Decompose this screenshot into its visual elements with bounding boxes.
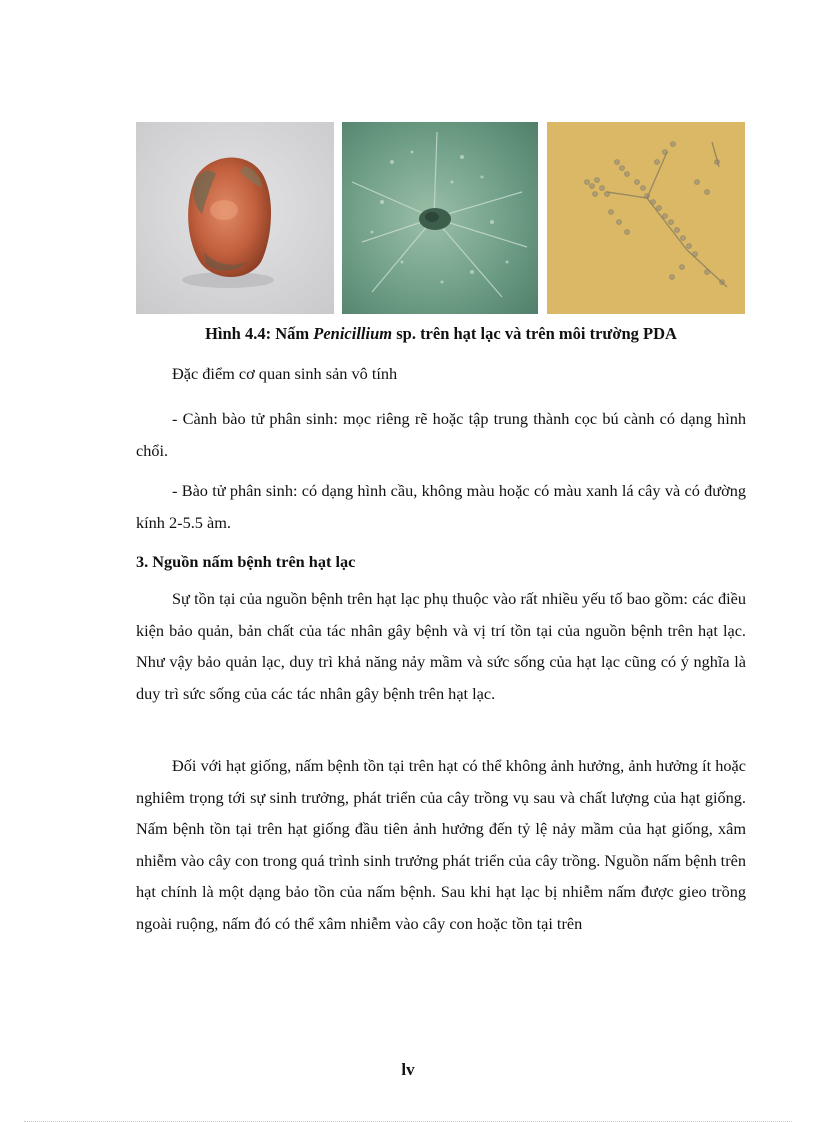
paragraph-text: - Bào tử phân sinh: có dạng hình cầu, không màu hoặc có màu xanh lá cây và có đường kính 2-5.5 àm. <box>136 481 746 532</box>
peanut-seed-photo <box>136 122 334 314</box>
footer-divider <box>24 1121 792 1122</box>
figure-caption <box>136 323 746 345</box>
section-heading <box>136 546 746 578</box>
caption-suffix: sp. trên hạt lạc và trên môi trường PDA <box>392 324 677 343</box>
conidia-microscope-photo <box>547 122 745 314</box>
pda-culture-photo <box>342 122 538 314</box>
heading-text: 3. Nguồn nấm bệnh trên hạt lạc <box>136 552 356 571</box>
paragraph-text: - Cành bào tử phân sinh: mọc riêng rẽ hoặc tập trung thành cọc bú cành có dạng hình chổi. <box>136 409 746 460</box>
paragraph-text: Đối với hạt giống, nấm bệnh tồn tại trên hạt có thể không ảnh hưởng, ảnh hưởng ít hoặc nghiêm trọng tới sự sinh trưởng, phát triển của cây trồng vụ sau và chất lượng của hạt giống. Nấm bệnh tồn tại trên hạt giống đầu tiên ảnh hưởng đến tỷ lệ nảy mầm của hạt giống, xâm nhiễm vào cây con trong quá trình sinh trưởng phát triển của cây trồng. Nguồn nấm bệnh trên hạt chính là một dạng bảo tồn của nấm bệnh. Sau khi hạt lạc bị nhiễm nấm được gieo trồng ngoài ruộng, nấm đó có thể xâm nhiễm vào cây con hoặc tồn tại trên <box>136 756 746 933</box>
paragraph-conidiophores <box>136 403 746 466</box>
paragraph-asexual-organs <box>136 358 746 390</box>
page-number: lv <box>401 1060 415 1079</box>
figure-photos <box>136 122 746 314</box>
paragraph-text: Sự tồn tại của nguồn bệnh trên hạt lạc phụ thuộc vào rất nhiều yếu tố bao gồm: các điều kiện bảo quản, bản chất của tác nhân gây bệnh và vị trí tồn tại của nguồn bệnh trên hạt lạc. Như vậy bảo quản lạc, duy trì khả năng nảy mầm và sức sống của hạt lạc cũng có ý nghĩa là duy trì sức sống của các tác nhân gây bệnh trên hạt lạc. <box>136 589 746 703</box>
caption-genus: Penicillium <box>313 324 393 343</box>
paragraph-text: Đặc điểm cơ quan sinh sản vô tính <box>172 364 398 383</box>
paragraph-seed-effects <box>136 750 746 939</box>
paragraph-disease-source <box>136 583 746 709</box>
caption-prefix: Hình 4.4: Nấm <box>205 324 314 343</box>
paragraph-conidia <box>136 475 746 538</box>
